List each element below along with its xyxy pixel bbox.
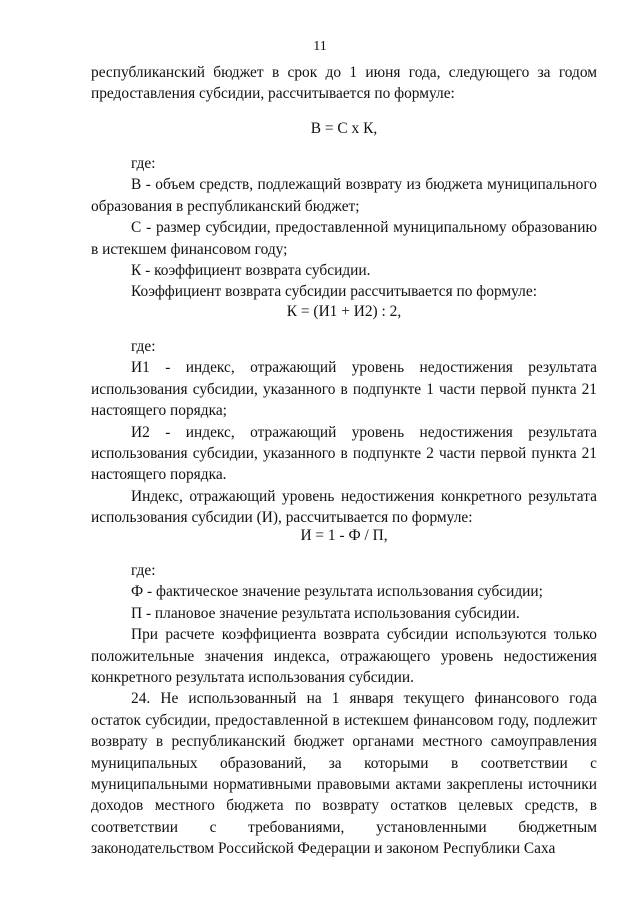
paragraph: республиканский бюджет в срок до 1 июня года, следующего за годом предоставления субсидии, рассчитывается по формуле: [91,64,597,103]
formula-index: И = 1 - Ф / П, [300,527,388,544]
paragraph: Коэффициент возврата субсидии рассчитывается по формуле: [131,283,537,301]
page-number: 11 [313,39,327,54]
definitions-block-3 [91,560,597,860]
formula-return-coefficient: К = (И1 + И2) : 2, [286,303,402,320]
definitions-block-2 [91,336,597,529]
paragraph-item-24: 24. Не использованный на 1 января текущего финансового года остаток субсидии, предоставленной в истекшем финансовом году, подлежит возврату в республиканский бюджет органами местного самоуправления муниципальных образований, за которыми в соответствии с муниципальными нормативными правовыми актами закреплены источники доходов местного бюджета по возврату остатков целевых средств, в соответствии с требованиями, установленными бюджетным законодательством Российской Федерации и законом Республики Саха [91,690,597,858]
definition-item: В - объем средств, подлежащий возврату из бюджета муниципального образования в республиканский бюджет; [91,176,597,215]
definition-item: С - размер субсидии, предоставленной муниципальному образованию в истекшем финансовом году; [91,219,597,258]
paragraph: При расчете коэффициента возврата субсидии используются только положительные значения индекса, отражающего уровень недостижения конкретного результата использования субсидии. [91,626,597,687]
definition-item: И2 - индекс, отражающий уровень недостижения результата использования субсидии, указанного в подпункте 2 части первой пункта 21 настоящего порядка. [91,423,597,484]
where-label: где: [131,338,156,355]
paragraph-intro [91,62,597,105]
definitions-block-1 [91,153,597,303]
paragraph: Индекс, отражающий уровень недостижения конкретного результата использования субсидии (И), рассчитывается по формуле: [91,487,597,527]
definition-item: Ф - фактическое значение результата использования субсидии; [131,583,543,601]
where-label: где: [131,562,156,579]
where-label: где: [131,155,156,172]
definition-item: П - плановое значение результата использования субсидии. [131,604,520,622]
formula-return-volume: В = С х К, [310,120,378,137]
definition-item: И1 - индекс, отражающий уровень недостижения результата использования субсидии, указанного в подпункте 1 части первой пункта 21 настоящего порядка; [91,359,597,420]
definition-item: К - коэффициент возврата субсидии. [131,262,371,280]
